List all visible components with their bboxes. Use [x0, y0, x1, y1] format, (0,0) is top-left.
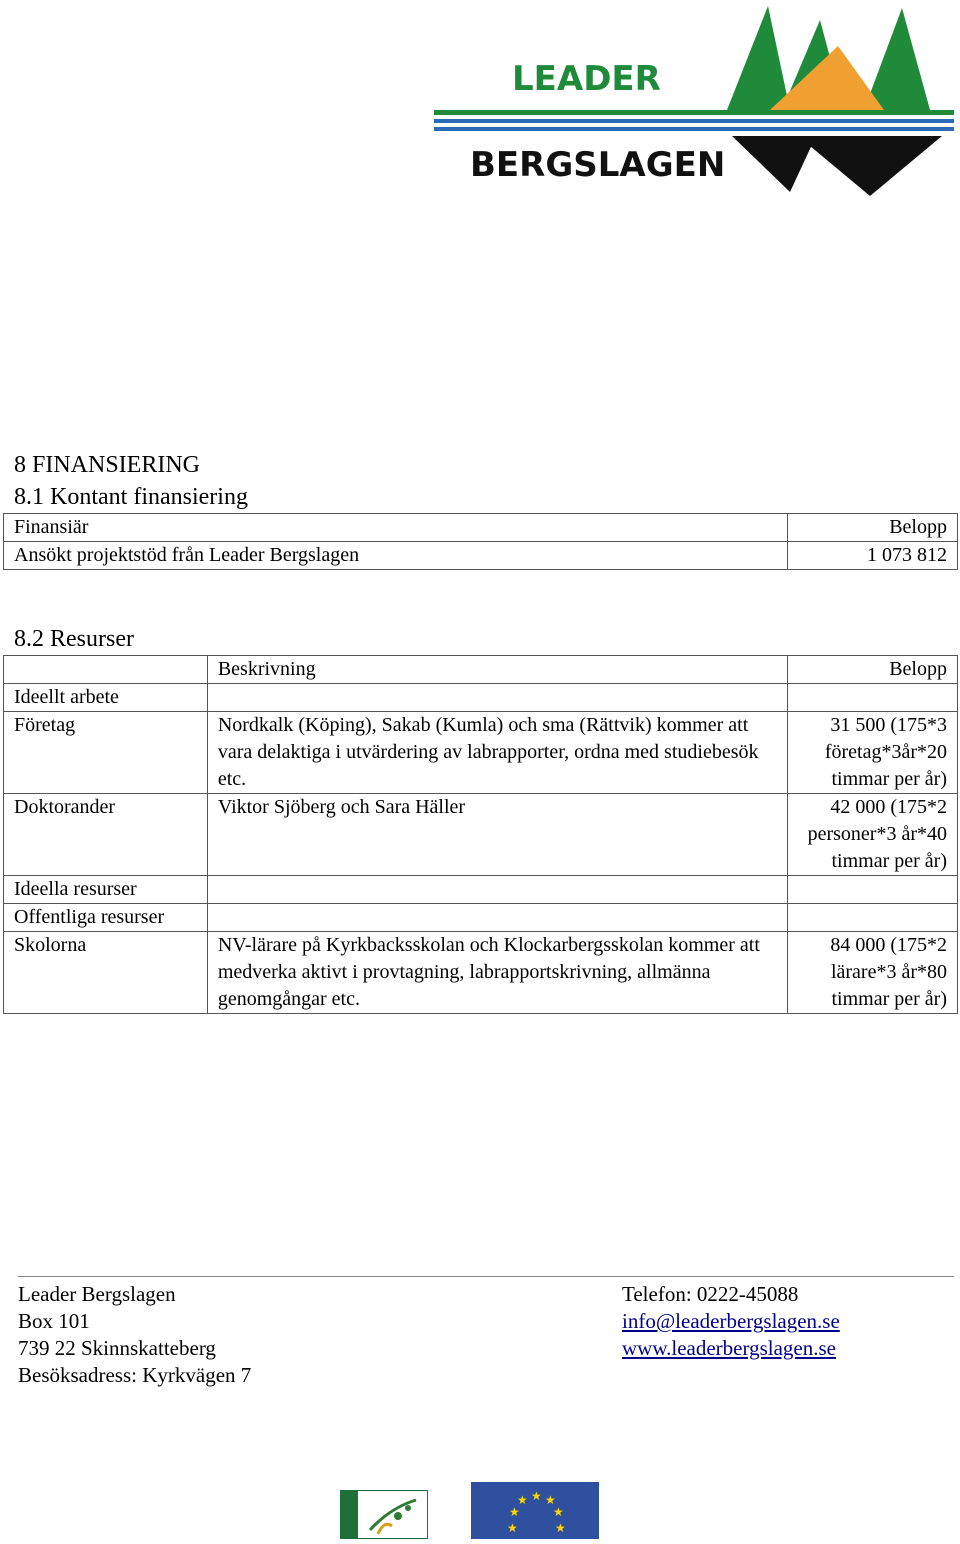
section-title-resurser: 8.2 Resurser: [14, 626, 134, 652]
section-title-finansiering: 8 FINANSIERING: [14, 452, 200, 478]
svg-text:★: ★: [509, 1505, 520, 1519]
logo-word-bergslagen: BERGSLAGEN: [470, 145, 726, 185]
table-row: [4, 542, 958, 570]
svg-text:★: ★: [553, 1505, 564, 1519]
row-amount: 42 000 (175*2 personer*3 år*40 timmar per år): [788, 794, 958, 876]
eu-flag-icon: [471, 1482, 599, 1539]
row-description: [207, 904, 787, 932]
financier-amount: 1 073 812: [788, 542, 958, 570]
row-amount: 31 500 (175*3 företag*3år*20 timmar per år): [788, 712, 958, 794]
row-description: Viktor Sjöberg och Sara Häller: [207, 794, 787, 876]
header-category: [4, 656, 208, 684]
footer: [18, 1276, 954, 1387]
table-row: [4, 876, 958, 904]
row-description: [207, 876, 787, 904]
footer-phone: Telefon: 0222-45088: [622, 1282, 799, 1306]
leader-bergslagen-logo: [432, 6, 956, 196]
footer-box: Box 101: [18, 1309, 90, 1333]
header-belopp: Belopp: [788, 514, 958, 542]
row-amount: [788, 904, 958, 932]
row-category: Ideellt arbete: [4, 684, 208, 712]
footer-address: [18, 1281, 251, 1389]
header-finansiar: Finansiär: [4, 514, 788, 542]
table-row: [4, 932, 958, 1014]
row-category: Offentliga resurser: [4, 904, 208, 932]
footer-postal: 739 22 Skinnskatteberg: [18, 1336, 216, 1360]
svg-text:★: ★: [555, 1521, 566, 1535]
svg-text:★: ★: [507, 1521, 518, 1535]
table-header-row: [4, 656, 958, 684]
row-description: Nordkalk (Köping), Sakab (Kumla) och sma (Rättvik) kommer att vara delaktiga i utvärdering av labrapporter, ordna med studiebesök etc.: [207, 712, 787, 794]
table-row: [4, 684, 958, 712]
financier-label: Ansökt projektstöd från Leader Bergslagen: [4, 542, 788, 570]
footer-org: Leader Bergslagen: [18, 1282, 176, 1306]
header-belopp: Belopp: [788, 656, 958, 684]
table-row: [4, 794, 958, 876]
row-description: NV-lärare på Kyrkbacksskolan och Klockarbergsskolan kommer att medverka aktivt i provtagning, labrapportskrivning, allmänna genomgångar etc.: [207, 932, 787, 1014]
row-amount: [788, 876, 958, 904]
leader-eu-badge-icon: [340, 1490, 428, 1539]
email-link[interactable]: info@leaderbergslagen.se: [622, 1309, 840, 1333]
row-amount: 84 000 (175*2 lärare*3 år*80 timmar per år): [788, 932, 958, 1014]
footer-contact: [622, 1281, 840, 1362]
financing-table: [3, 513, 958, 570]
table-row: [4, 904, 958, 932]
table-header-row: [4, 514, 958, 542]
row-category: Skolorna: [4, 932, 208, 1014]
footer-visit-address: Besöksadress: Kyrkvägen 7: [18, 1363, 252, 1387]
row-category: Ideella resurser: [4, 876, 208, 904]
row-category: Doktorander: [4, 794, 208, 876]
row-category: Företag: [4, 712, 208, 794]
table-row: [4, 712, 958, 794]
resources-table: [3, 655, 958, 1014]
website-link[interactable]: www.leaderbergslagen.se: [622, 1336, 836, 1360]
row-description: [207, 684, 787, 712]
svg-text:★: ★: [545, 1493, 556, 1507]
section-subtitle-kontant: 8.1 Kontant finansiering: [14, 484, 248, 510]
header-beskrivning: Beskrivning: [207, 656, 787, 684]
row-amount: [788, 684, 958, 712]
svg-text:★: ★: [517, 1493, 528, 1507]
logo-word-leader: LEADER: [512, 59, 661, 99]
svg-text:★: ★: [531, 1489, 542, 1503]
